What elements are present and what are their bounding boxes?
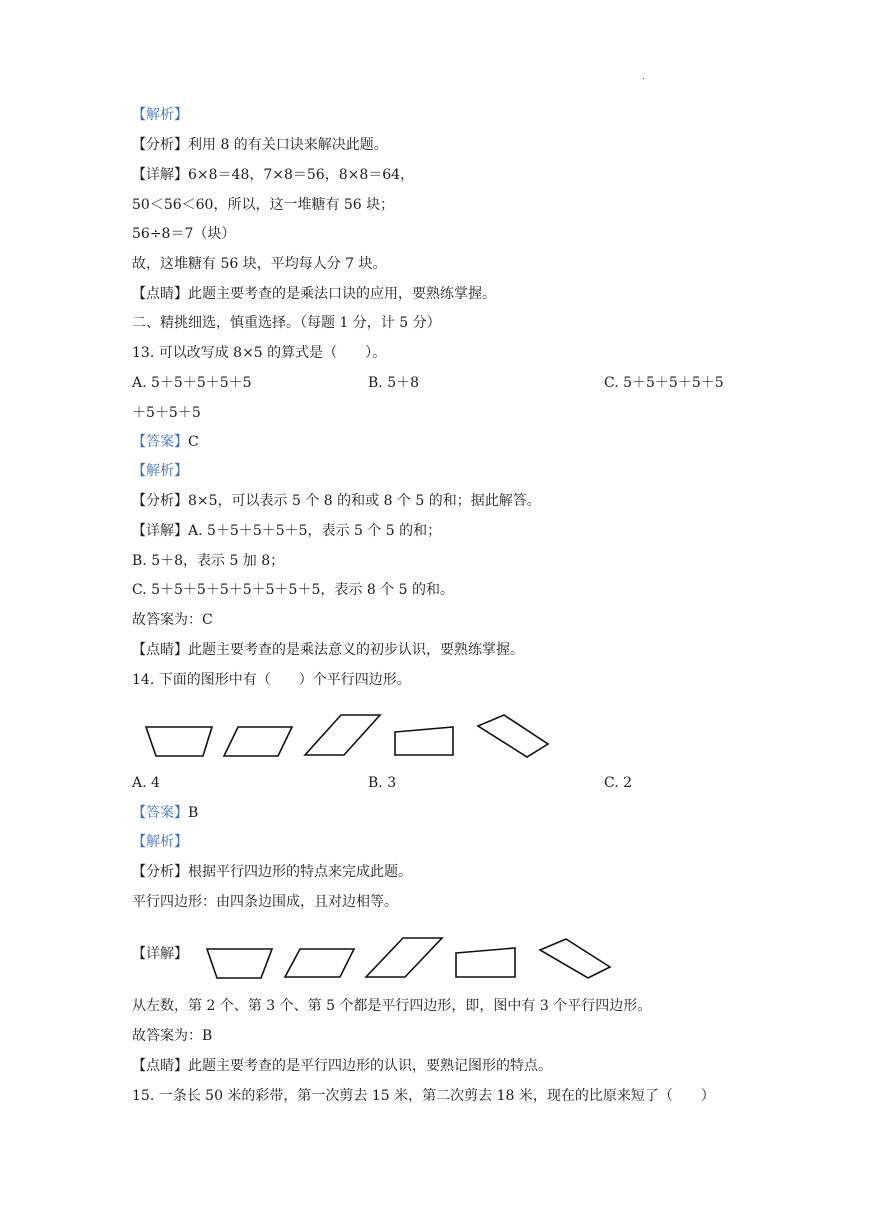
- fenxi-tag: 【分析】: [132, 864, 188, 880]
- q13-option-b: B. 5＋8: [368, 375, 420, 391]
- section-title: 二、精挑细选，慎重选择。（每题 1 分，计 5 分）: [132, 315, 441, 331]
- answer-tag: 【答案】: [132, 434, 188, 450]
- q14-definition: 平行四边形：由四条边围成，且对边相等。: [132, 894, 398, 910]
- answer-value: C: [188, 434, 199, 450]
- header-mark: .: [642, 72, 645, 82]
- answer-tag: 【答案】: [132, 805, 188, 821]
- q13-line-c: C. 5＋5＋5＋5＋5＋5＋5＋5，表示 8 个 5 的和。: [132, 582, 454, 598]
- dianjing-text: 此题主要考查的是平行四边形的认识，要熟记图形的特点。: [188, 1058, 552, 1074]
- dianjing-tag: 【点睛】: [132, 286, 188, 302]
- q14-question: 14. 下面的图形中有（ ）个平行四边形。: [132, 672, 411, 688]
- q13-option-c: C. 5＋5＋5＋5＋5: [604, 375, 724, 391]
- q14-explanation: 从左数，第 2 个、第 3 个、第 5 个都是平行四边形，即，图中有 3 个平行四边形。: [132, 998, 652, 1014]
- solution-line-2: 50＜56＜60，所以，这一堆糖有 56 块；: [132, 197, 395, 213]
- dianjing-text: 此题主要考查的是乘法意义的初步认识，要熟练掌握。: [188, 642, 524, 658]
- q14-option-c: C. 2: [604, 775, 633, 791]
- parallelogram-shape: [285, 949, 354, 977]
- xiangjie-tag: 【详解】: [132, 523, 188, 539]
- q14-conclusion: 故答案为：B: [132, 1028, 213, 1044]
- solution-line-4: 故，这堆糖有 56 块，平均每人分 7 块。: [132, 256, 387, 272]
- q13-question: 13. 可以改写成 8×5 的算式是（ ）。: [132, 345, 387, 361]
- quadrilateral-shape: [456, 948, 515, 977]
- q13-option-c-continued: ＋5＋5＋5: [132, 405, 201, 421]
- q15-question: 15. 一条长 50 米的彩带，第一次剪去 15 米，第二次剪去 18 米，现在的比原来短了（ ）: [132, 1088, 715, 1104]
- xiangjie-tag: 【详解】: [132, 167, 188, 183]
- dianjing-tag: 【点睛】: [132, 1058, 188, 1074]
- dianjing-text: 此题主要考查的是乘法口诀的应用，要熟练掌握。: [188, 286, 496, 302]
- solution-line-3: 56÷8＝7（块）: [132, 226, 236, 242]
- slanted-parallelogram-shape: [366, 938, 442, 977]
- fenxi-tag: 【分析】: [132, 137, 188, 153]
- answer-value: B: [188, 805, 199, 821]
- trapezoid-shape: [207, 949, 272, 978]
- fenxi-text: 利用 8 的有关口诀来解决此题。: [188, 137, 388, 153]
- q13-line-b: B. 5＋8，表示 5 加 8；: [132, 553, 285, 569]
- q13-option-a: A. 5＋5＋5＋5＋5: [132, 375, 252, 391]
- xiangjie-text: A. 5＋5＋5＋5＋5，表示 5 个 5 的和；: [188, 523, 442, 539]
- q14-xiangjie-tag: 【详解】: [132, 946, 188, 962]
- jiexi-tag: 【解析】: [132, 463, 188, 479]
- dianjing-tag: 【点睛】: [132, 642, 188, 658]
- q14-option-a: A. 4: [132, 775, 160, 791]
- rhombus-shape: [540, 939, 610, 978]
- q13-conclusion: 故答案为：C: [132, 612, 213, 628]
- q14-option-b: B. 3: [368, 775, 397, 791]
- xiangjie-text: 6×8＝48，7×8＝56，8×8＝64，: [188, 167, 415, 183]
- fenxi-tag: 【分析】: [132, 493, 188, 509]
- q14-dianjing-line: [132, 1056, 552, 1076]
- jiexi-tag: 【解析】: [132, 834, 188, 850]
- jiexi-tag: 【解析】: [132, 107, 188, 123]
- fenxi-text: 根据平行四边形的特点来完成此题。: [188, 864, 412, 880]
- fenxi-text: 8×5，可以表示 5 个 8 的和或 8 个 5 的和；据此解答。: [188, 493, 541, 509]
